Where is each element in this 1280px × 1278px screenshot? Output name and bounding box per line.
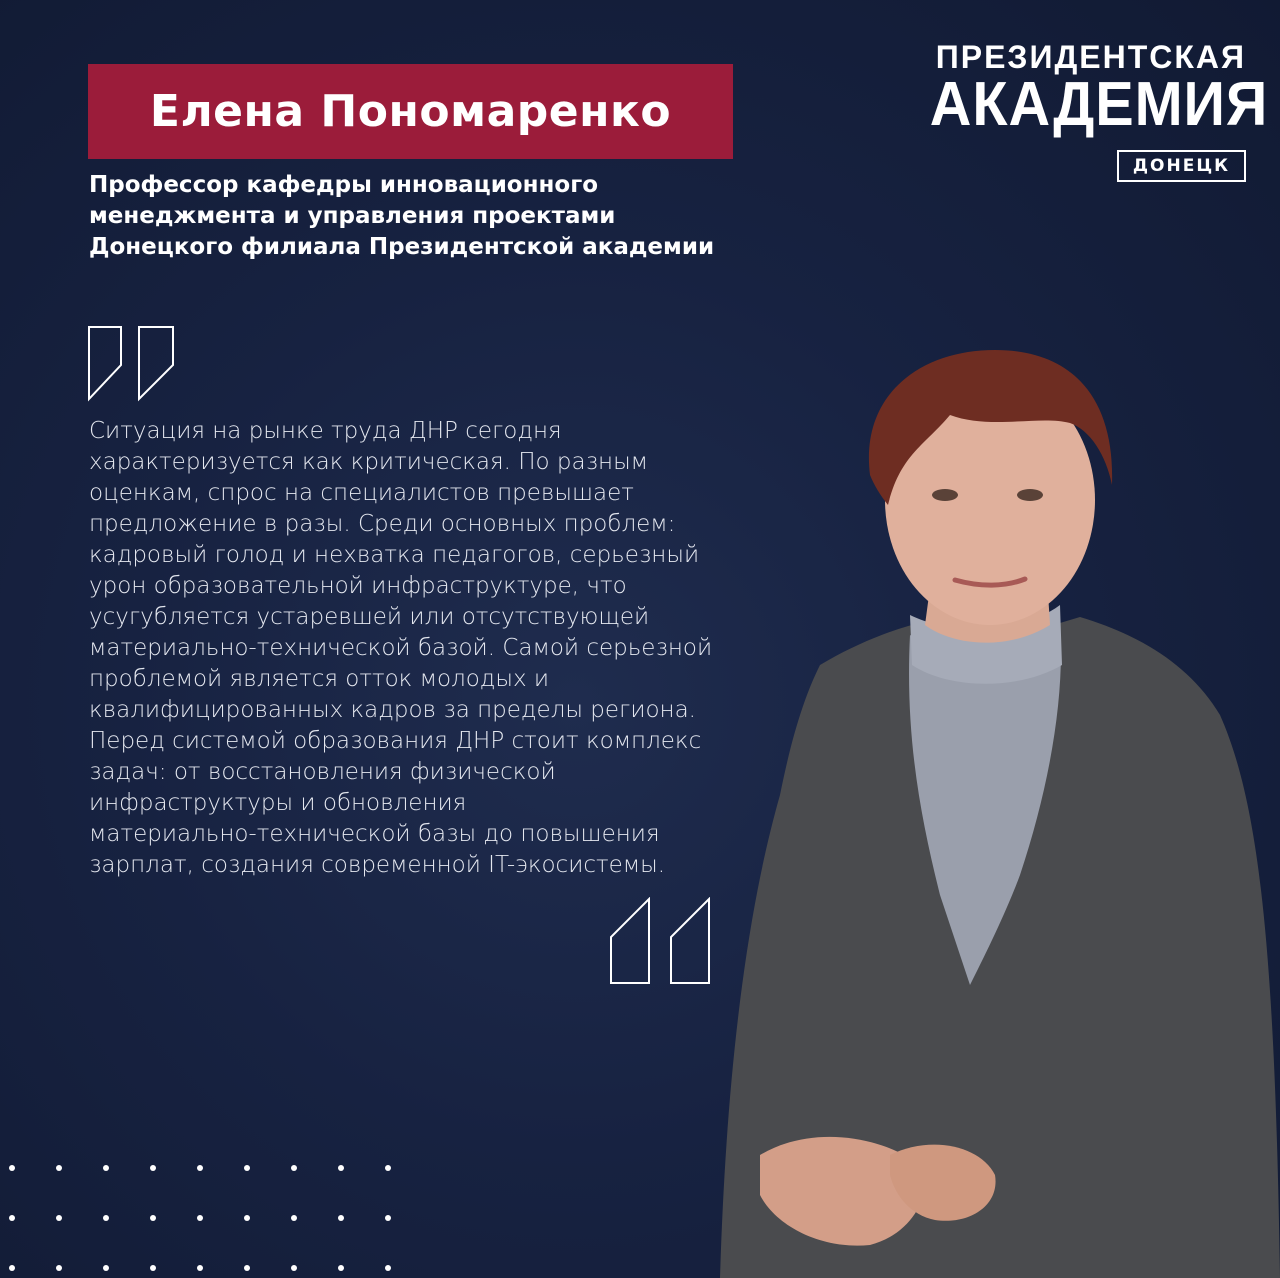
- position-line: Профессор кафедры инновационного: [89, 172, 599, 198]
- decor-dot: [197, 1265, 203, 1271]
- quote-line: предложение в разы. Среди основных проблем:: [89, 511, 676, 537]
- decor-dot: [338, 1265, 344, 1271]
- logo-city-badge: ДОНЕЦК: [1117, 150, 1246, 182]
- decor-dot: [385, 1165, 391, 1171]
- quote-line: квалифицированных кадров за пределы региона.: [89, 697, 696, 723]
- decor-dot: [244, 1265, 250, 1271]
- decor-dot: [9, 1165, 15, 1171]
- decor-dot: [103, 1165, 109, 1171]
- academy-logo: [906, 39, 1269, 182]
- decor-dot: [150, 1165, 156, 1171]
- quote-text: [89, 416, 749, 881]
- decor-dot: [338, 1215, 344, 1221]
- decor-dot: [56, 1265, 62, 1271]
- quote-line: кадровый голод и нехватка педагогов, серьезный: [89, 542, 700, 568]
- quote-line: проблемой является отток молодых и: [89, 666, 550, 692]
- name-plate: [88, 64, 733, 159]
- quote-line: усугубляется устаревшей или отсутствующей: [89, 604, 650, 630]
- decor-dot: [385, 1215, 391, 1221]
- decor-dot: [291, 1215, 297, 1221]
- decor-dot: [56, 1215, 62, 1221]
- decor-dot: [150, 1265, 156, 1271]
- dot-pattern: [8, 1164, 398, 1278]
- decor-dot: [244, 1215, 250, 1221]
- decor-dot: [56, 1165, 62, 1171]
- quote-line: урон образовательной инфраструктуре, что: [89, 573, 627, 599]
- position-line: Донецкого филиала Президентской академии: [89, 234, 715, 260]
- decor-dot: [385, 1265, 391, 1271]
- portrait-photo: [720, 335, 1280, 1278]
- quote-line: материально-технической базы до повышения: [89, 821, 660, 847]
- quote-close-icon: [609, 897, 713, 987]
- quote-line: инфраструктуры и обновления: [89, 790, 467, 816]
- quote-line: оценкам, спрос на специалистов превышает: [89, 480, 634, 506]
- quote-line: Ситуация на рынке труда ДНР сегодня: [89, 418, 562, 444]
- logo-line-1: ПРЕЗИДЕНТСКАЯ: [935, 39, 1246, 75]
- decor-dot: [338, 1165, 344, 1171]
- quote-line: зарплат, создания современной IT-экосистемы.: [89, 852, 666, 878]
- quote-open-icon: [87, 325, 177, 403]
- position-title: [89, 170, 809, 263]
- decor-dot: [9, 1215, 15, 1221]
- decor-dot: [291, 1265, 297, 1271]
- position-line: менеджмента и управления проектами: [89, 203, 616, 229]
- decor-dot: [197, 1165, 203, 1171]
- quote-line: Перед системой образования ДНР стоит комплекс: [89, 728, 702, 754]
- decor-dot: [103, 1215, 109, 1221]
- quote-line: задач: от восстановления физической: [89, 759, 556, 785]
- decor-dot: [103, 1265, 109, 1271]
- person-name: Елена Пономаренко: [149, 86, 672, 137]
- decor-dot: [9, 1265, 15, 1271]
- decor-dot: [244, 1165, 250, 1171]
- quote-line: материально-технической базой. Самой серьезной: [89, 635, 713, 661]
- logo-line-2: АКАДЕМИЯ: [929, 70, 1269, 139]
- quote-line: характеризуется как критическая. По разным: [89, 449, 649, 475]
- decor-dot: [150, 1215, 156, 1221]
- decor-dot: [197, 1215, 203, 1221]
- decor-dot: [291, 1165, 297, 1171]
